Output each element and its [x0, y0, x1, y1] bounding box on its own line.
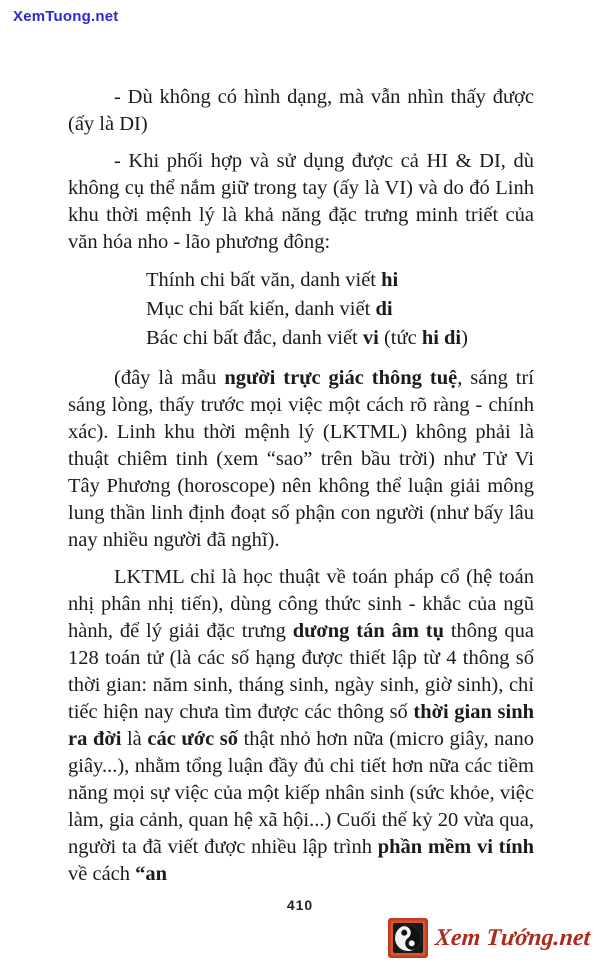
verse-line-3: Bác chi bất đắc, danh viết vi (tức hi di)	[146, 327, 468, 349]
logo-text: Xem Tướng.net	[433, 924, 591, 951]
watermark-text: XemTuong.net	[13, 8, 119, 25]
verse-line-2: Mục chi bất kiến, danh viết di	[146, 298, 393, 320]
site-logo	[388, 918, 590, 958]
paragraph-3: (đây là mẫu người trực giác thông tuệ, sáng trí sáng lòng, thấy trước mọi việc một cách rõ ràng - chính xác). Linh khu thời mệnh lý (LKTML) không phải là thuật chiêm tinh (xem “sao” trên bầu trời) như Tử Vi Tây Phương (horoscope) nên không thể luận giải mông lung thần linh định đoạt số phận con người (như bấy lâu nay nhiều người đã nghĩ).	[68, 367, 535, 551]
verse-block	[68, 266, 534, 353]
paragraph-2: - Khi phối hợp và sử dụng được cả HI & DI, dù không cụ thể nắm giữ trong tay (ấy là VI) và do đó Linh khu thời mệnh lý là khả năng đặc trưng minh triết của văn hóa nho - lão phương đông:	[68, 150, 534, 253]
verse-line-1: Thính chi bất văn, danh viết hi	[146, 269, 399, 291]
page-number: 410	[286, 897, 314, 913]
paragraph-1: - Dù không có hình dạng, mà vẫn nhìn thấy được (ấy là DI)	[68, 86, 534, 135]
paragraph-4: LKTML chỉ là học thuật về toán pháp cổ (hệ toán nhị phân nhị tiến), dùng công thức sinh - khắc của ngũ hành, để lý giải đặc trưng dương tán âm tụ thông qua 128 toán tử (là các số hạng được thiết lập từ 4 thông số thời gian: năm sinh, tháng sinh, ngày sinh, giờ sinh), chỉ tiếc hiện nay chưa tìm được các thông số thời gian sinh ra đời là các ước số thật nhỏ hơn nữa (micro giây, nano giây...), nhằm tổng luận đầy đủ chi tiết hơn nữa các tiềm năng mọi sự việc của một kiếp nhân sinh (sức khỏe, việc làm, gia cảnh, quan hệ xã hội...) Cuối thế kỷ 20 vừa qua, người ta đã viết được nhiều lập trình phần mềm vi tính về cách “an	[68, 566, 535, 885]
yin-yang-icon	[388, 918, 428, 958]
page-body	[68, 84, 534, 898]
